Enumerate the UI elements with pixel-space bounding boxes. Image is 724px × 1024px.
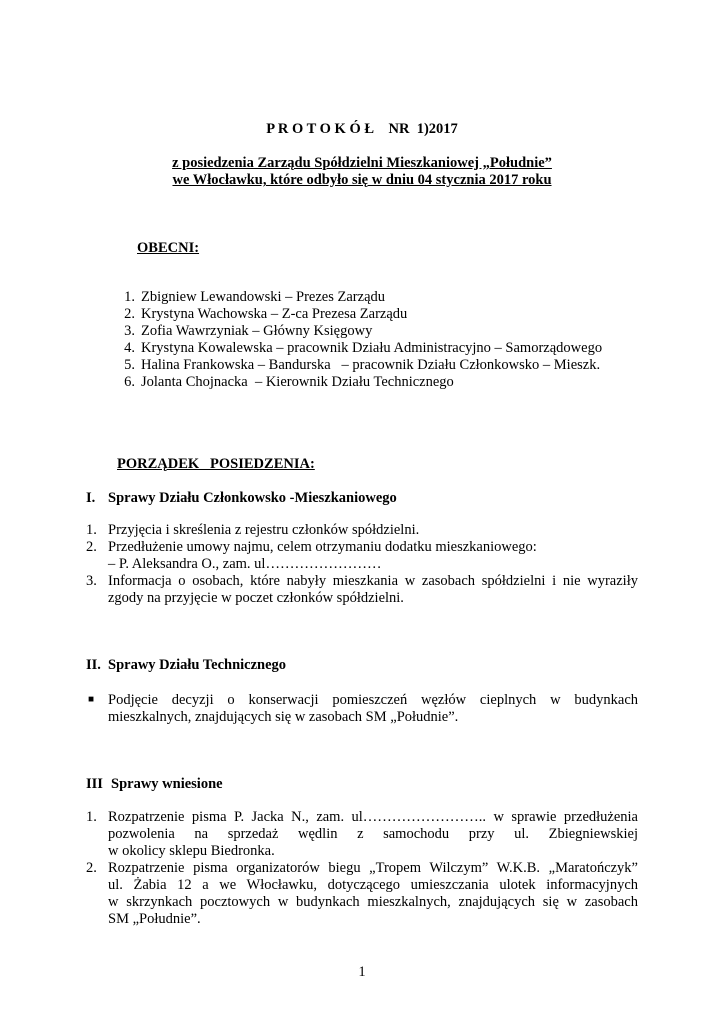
- section-2-numeral: II.: [86, 657, 101, 673]
- subtitle-line-2: we Włocławku, które odbyło się w dniu 04 stycznia 2017 roku: [172, 172, 552, 188]
- section-1-title: Sprawy Działu Członkowsko -Mieszkaniowego: [108, 490, 397, 506]
- document-title: P R O T O K Ó Ł NR 1)2017: [266, 121, 458, 137]
- attendees-heading: OBECNI:: [137, 240, 200, 256]
- page-number: 1: [358, 964, 366, 980]
- section-2-title: Sprawy Działu Technicznego: [108, 657, 287, 673]
- section-3-numeral: III: [86, 776, 103, 792]
- section-3-title: Sprawy wniesione: [111, 776, 223, 792]
- square-bullet-icon: ■: [88, 694, 95, 705]
- section-1-numeral: I.: [86, 490, 96, 506]
- agenda-heading: PORZĄDEK POSIEDZENIA:: [117, 456, 315, 472]
- subtitle-line-1: z posiedzenia Zarządu Spółdzielni Mieszkaniowej „Południe”: [172, 155, 552, 171]
